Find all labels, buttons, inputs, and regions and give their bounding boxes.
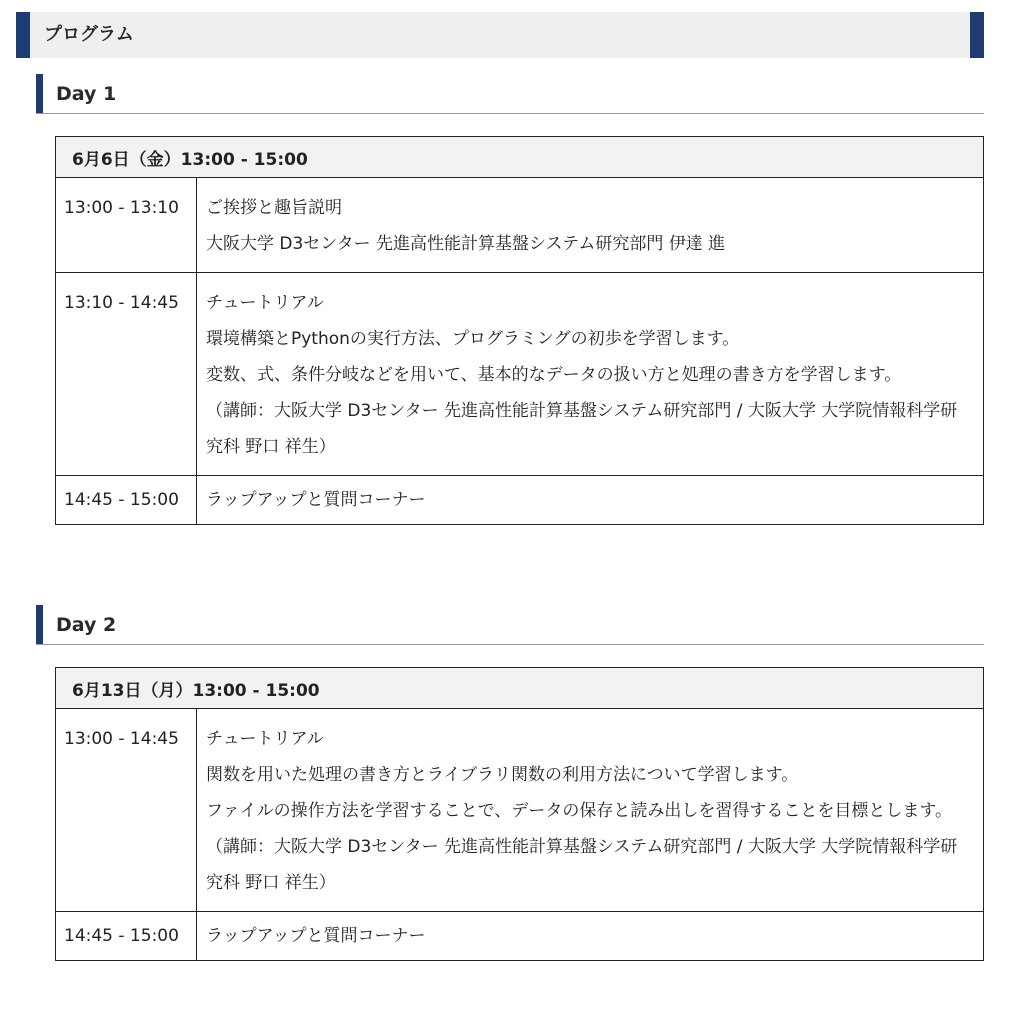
content-cell	[197, 273, 984, 476]
section-title: プログラム	[44, 24, 134, 45]
session-instructor: （講師：大阪大学 D3センター 先進高性能計算基盤システム研究部門 / 大阪大学 大学院情報科学研究科 野口 祥生）	[206, 401, 958, 457]
session-instructor: （講師：大阪大学 D3センター 先進高性能計算基盤システム研究部門 / 大阪大学 大学院情報科学研究科 野口 祥生）	[206, 837, 958, 893]
session-title: ご挨拶と趣旨説明	[206, 198, 342, 218]
day-2-schedule-table	[55, 667, 984, 961]
session-detail: 大阪大学 D3センター 先進高性能計算基盤システム研究部門 伊達 進	[206, 234, 726, 254]
session-detail: 変数、式、条件分岐などを用いて、基本的なデータの扱い方と処理の書き方を学習します。	[206, 365, 902, 385]
program-section-header	[16, 12, 984, 58]
day-label: Day 2	[56, 614, 117, 636]
time-cell: 13:00 - 13:10	[56, 178, 197, 273]
time-cell: 14:45 - 15:00	[56, 912, 197, 961]
date-header: 6月6日（金）13:00 - 15:00	[56, 137, 984, 178]
heading-accent-bar	[36, 74, 43, 113]
session-detail: 環境構築とPythonの実行方法、プログラミングの初歩を学習します。	[206, 329, 740, 349]
table-row	[56, 273, 984, 476]
day-1-schedule-table	[55, 136, 984, 525]
heading-accent-bar	[36, 605, 43, 644]
table-row	[56, 178, 984, 273]
day-label: Day 1	[56, 83, 117, 105]
time-cell: 14:45 - 15:00	[56, 476, 197, 525]
content-cell	[197, 709, 984, 912]
session-detail: ファイルの操作方法を学習することで、データの保存と読み出しを習得することを目標とします。	[206, 801, 952, 821]
table-header-row	[56, 137, 984, 178]
day-2-heading	[36, 605, 984, 645]
content-cell	[197, 178, 984, 273]
table-row	[56, 709, 984, 912]
time-cell: 13:10 - 14:45	[56, 273, 197, 476]
table-header-row	[56, 668, 984, 709]
day-1-heading	[36, 74, 984, 114]
session-title: チュートリアル	[206, 293, 324, 313]
table-row	[56, 476, 984, 525]
content-cell	[197, 476, 984, 525]
time-cell: 13:00 - 14:45	[56, 709, 197, 912]
session-title: ラップアップと質問コーナー	[206, 490, 426, 510]
date-header: 6月13日（月）13:00 - 15:00	[56, 668, 984, 709]
content-cell	[197, 912, 984, 961]
table-row	[56, 912, 984, 961]
session-detail: 関数を用いた処理の書き方とライブラリ関数の利用方法について学習します。	[206, 765, 799, 785]
session-title: ラップアップと質問コーナー	[206, 926, 426, 946]
session-title: チュートリアル	[206, 729, 324, 749]
